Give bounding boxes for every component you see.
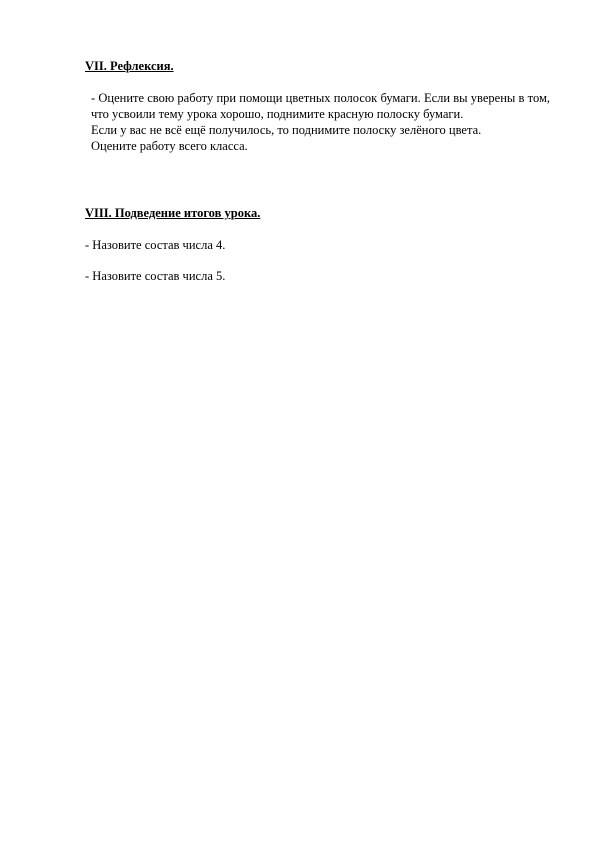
reflection-text-block: [91, 90, 550, 154]
summary-item-number-5: - Назовите состав числа 5.: [85, 269, 226, 283]
reflection-paragraph: - Оцените свою работу при помощи цветных полосок бумаги. Если вы уверены в том, что усвоили тему урока хорошо, поднимите красную полоску бумаги.: [91, 91, 550, 121]
section-heading-summary: VIII. Подведение итогов урока.: [85, 206, 261, 220]
section-heading-reflection: VII. Рефлексия.: [85, 59, 174, 73]
reflection-line-green: Если у вас не всё ещё получилось, то поднимите полоску зелёного цвета.: [91, 123, 482, 137]
summary-item-number-4: - Назовите состав числа 4.: [85, 238, 226, 252]
reflection-line-class: Оцените работу всего класса.: [91, 139, 248, 153]
